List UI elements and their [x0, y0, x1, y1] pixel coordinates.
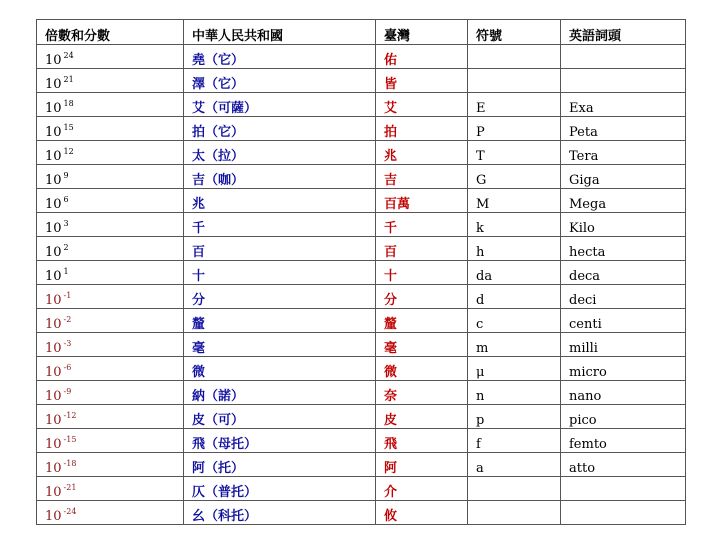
- prc-name-cell: 阿（托）: [184, 453, 376, 477]
- power-base: 10: [45, 173, 62, 188]
- taiwan-name-cell: 介: [376, 477, 468, 501]
- symbol-cell: [468, 45, 561, 69]
- power-base: 10: [45, 77, 62, 92]
- header-english-name: 英語詞頭: [561, 20, 686, 45]
- power-exponent: 15: [63, 123, 74, 132]
- power-exponent: -12: [63, 411, 77, 420]
- prc-name-cell: 納（諾）: [184, 381, 376, 405]
- prc-name-cell: 飛（母托）: [184, 429, 376, 453]
- symbol-cell: d: [468, 285, 561, 309]
- multiple-cell: [37, 69, 184, 93]
- taiwan-name-cell: 皆: [376, 69, 468, 93]
- multiple-cell: [37, 141, 184, 165]
- power-base: 10: [45, 53, 62, 68]
- prefix-table: [36, 19, 686, 525]
- prc-name-cell: 拍（它）: [184, 117, 376, 141]
- table-row: [37, 69, 686, 93]
- power-base: 10: [45, 269, 62, 284]
- table-row: [37, 453, 686, 477]
- prc-name-cell: 百: [184, 237, 376, 261]
- symbol-cell: [468, 501, 561, 525]
- english-name-cell: [561, 69, 686, 93]
- table-row: [37, 261, 686, 285]
- power-base: 10: [45, 485, 62, 500]
- header-prc-name: 中華人民共和國: [184, 20, 376, 45]
- english-name-cell: deca: [561, 261, 686, 285]
- english-name-cell: micro: [561, 357, 686, 381]
- english-name-cell: Tera: [561, 141, 686, 165]
- prc-name-cell: 幺（科托）: [184, 501, 376, 525]
- taiwan-name-cell: 佑: [376, 45, 468, 69]
- taiwan-name-cell: 飛: [376, 429, 468, 453]
- table-row: [37, 429, 686, 453]
- header-taiwan-name: 臺灣: [376, 20, 468, 45]
- taiwan-name-cell: 千: [376, 213, 468, 237]
- multiple-cell: [37, 333, 184, 357]
- power-base: 10: [45, 413, 62, 428]
- multiple-cell: [37, 237, 184, 261]
- prc-name-cell: 分: [184, 285, 376, 309]
- english-name-cell: pico: [561, 405, 686, 429]
- symbol-cell: c: [468, 309, 561, 333]
- header-symbol: 符號: [468, 20, 561, 45]
- taiwan-name-cell: 十: [376, 261, 468, 285]
- multiple-cell: [37, 189, 184, 213]
- english-name-cell: nano: [561, 381, 686, 405]
- taiwan-name-cell: 拍: [376, 117, 468, 141]
- prc-name-cell: 吉（咖）: [184, 165, 376, 189]
- symbol-cell: μ: [468, 357, 561, 381]
- power-exponent: 24: [63, 51, 74, 60]
- prc-name-cell: 微: [184, 357, 376, 381]
- taiwan-name-cell: 奈: [376, 381, 468, 405]
- table-row: [37, 357, 686, 381]
- power-exponent: -15: [63, 435, 77, 444]
- taiwan-name-cell: 皮: [376, 405, 468, 429]
- multiple-cell: [37, 429, 184, 453]
- english-name-cell: milli: [561, 333, 686, 357]
- multiple-cell: [37, 381, 184, 405]
- power-base: 10: [45, 197, 62, 212]
- taiwan-name-cell: 微: [376, 357, 468, 381]
- taiwan-name-cell: 兆: [376, 141, 468, 165]
- multiple-cell: [37, 309, 184, 333]
- power-exponent: -1: [63, 291, 72, 300]
- power-base: 10: [45, 125, 62, 140]
- power-base: 10: [45, 293, 62, 308]
- prc-name-cell: 毫: [184, 333, 376, 357]
- table-row: [37, 381, 686, 405]
- multiple-cell: [37, 357, 184, 381]
- taiwan-name-cell: 艾: [376, 93, 468, 117]
- table-row: [37, 165, 686, 189]
- symbol-cell: P: [468, 117, 561, 141]
- table-row: [37, 477, 686, 501]
- english-name-cell: atto: [561, 453, 686, 477]
- english-name-cell: [561, 45, 686, 69]
- power-exponent: -9: [63, 387, 72, 396]
- power-base: 10: [45, 509, 62, 524]
- power-exponent: 3: [63, 219, 69, 228]
- multiple-cell: [37, 285, 184, 309]
- multiple-cell: [37, 117, 184, 141]
- power-base: 10: [45, 317, 62, 332]
- taiwan-name-cell: 吉: [376, 165, 468, 189]
- table-row: [37, 213, 686, 237]
- power-base: 10: [45, 341, 62, 356]
- header-multiple: 倍數和分數: [37, 20, 184, 45]
- english-name-cell: [561, 477, 686, 501]
- power-base: 10: [45, 437, 62, 452]
- power-exponent: 12: [63, 147, 74, 156]
- taiwan-name-cell: 毫: [376, 333, 468, 357]
- multiple-cell: [37, 453, 184, 477]
- table-row: [37, 405, 686, 429]
- power-exponent: -2: [63, 315, 72, 324]
- power-exponent: 18: [63, 99, 74, 108]
- power-exponent: 21: [63, 75, 74, 84]
- english-name-cell: centi: [561, 309, 686, 333]
- multiple-cell: [37, 213, 184, 237]
- power-exponent: 2: [63, 243, 69, 252]
- symbol-cell: a: [468, 453, 561, 477]
- power-exponent: -21: [63, 483, 77, 492]
- symbol-cell: f: [468, 429, 561, 453]
- power-base: 10: [45, 149, 62, 164]
- symbol-cell: m: [468, 333, 561, 357]
- table-row: [37, 333, 686, 357]
- table-row: [37, 285, 686, 309]
- prc-name-cell: 釐: [184, 309, 376, 333]
- symbol-cell: da: [468, 261, 561, 285]
- prc-name-cell: 澤（它）: [184, 69, 376, 93]
- english-name-cell: deci: [561, 285, 686, 309]
- power-exponent: -3: [63, 339, 72, 348]
- english-name-cell: Mega: [561, 189, 686, 213]
- table-row: [37, 45, 686, 69]
- symbol-cell: h: [468, 237, 561, 261]
- english-name-cell: femto: [561, 429, 686, 453]
- symbol-cell: p: [468, 405, 561, 429]
- power-exponent: 1: [63, 267, 69, 276]
- power-base: 10: [45, 245, 62, 260]
- prc-name-cell: 千: [184, 213, 376, 237]
- table-row: [37, 501, 686, 525]
- power-base: 10: [45, 461, 62, 476]
- power-exponent: 6: [63, 195, 69, 204]
- power-base: 10: [45, 221, 62, 236]
- table-row: [37, 141, 686, 165]
- english-name-cell: hecta: [561, 237, 686, 261]
- english-name-cell: Exa: [561, 93, 686, 117]
- header-row: [37, 20, 686, 45]
- english-name-cell: [561, 501, 686, 525]
- multiple-cell: [37, 261, 184, 285]
- power-base: 10: [45, 389, 62, 404]
- symbol-cell: [468, 69, 561, 93]
- table-row: [37, 189, 686, 213]
- power-exponent: -24: [63, 507, 77, 516]
- taiwan-name-cell: 分: [376, 285, 468, 309]
- power-base: 10: [45, 101, 62, 116]
- symbol-cell: G: [468, 165, 561, 189]
- taiwan-name-cell: 阿: [376, 453, 468, 477]
- symbol-cell: k: [468, 213, 561, 237]
- prc-name-cell: 堯（它）: [184, 45, 376, 69]
- symbol-cell: [468, 477, 561, 501]
- multiple-cell: [37, 93, 184, 117]
- prc-name-cell: 十: [184, 261, 376, 285]
- symbol-cell: T: [468, 141, 561, 165]
- multiple-cell: [37, 405, 184, 429]
- power-exponent: 9: [63, 171, 69, 180]
- multiple-cell: [37, 477, 184, 501]
- english-name-cell: Giga: [561, 165, 686, 189]
- table-row: [37, 117, 686, 141]
- multiple-cell: [37, 501, 184, 525]
- english-name-cell: Peta: [561, 117, 686, 141]
- power-base: 10: [45, 365, 62, 380]
- symbol-cell: n: [468, 381, 561, 405]
- taiwan-name-cell: 百: [376, 237, 468, 261]
- taiwan-name-cell: 釐: [376, 309, 468, 333]
- power-exponent: -6: [63, 363, 72, 372]
- taiwan-name-cell: 攸: [376, 501, 468, 525]
- table-body: [37, 20, 686, 525]
- prc-name-cell: 仄（普托）: [184, 477, 376, 501]
- table-row: [37, 237, 686, 261]
- english-name-cell: Kilo: [561, 213, 686, 237]
- prc-name-cell: 皮（可）: [184, 405, 376, 429]
- multiple-cell: [37, 165, 184, 189]
- prc-name-cell: 艾（可薩）: [184, 93, 376, 117]
- symbol-cell: M: [468, 189, 561, 213]
- taiwan-name-cell: 百萬: [376, 189, 468, 213]
- multiple-cell: [37, 45, 184, 69]
- power-exponent: -18: [63, 459, 77, 468]
- prc-name-cell: 兆: [184, 189, 376, 213]
- prc-name-cell: 太（拉）: [184, 141, 376, 165]
- symbol-cell: E: [468, 93, 561, 117]
- table-row: [37, 309, 686, 333]
- table-row: [37, 93, 686, 117]
